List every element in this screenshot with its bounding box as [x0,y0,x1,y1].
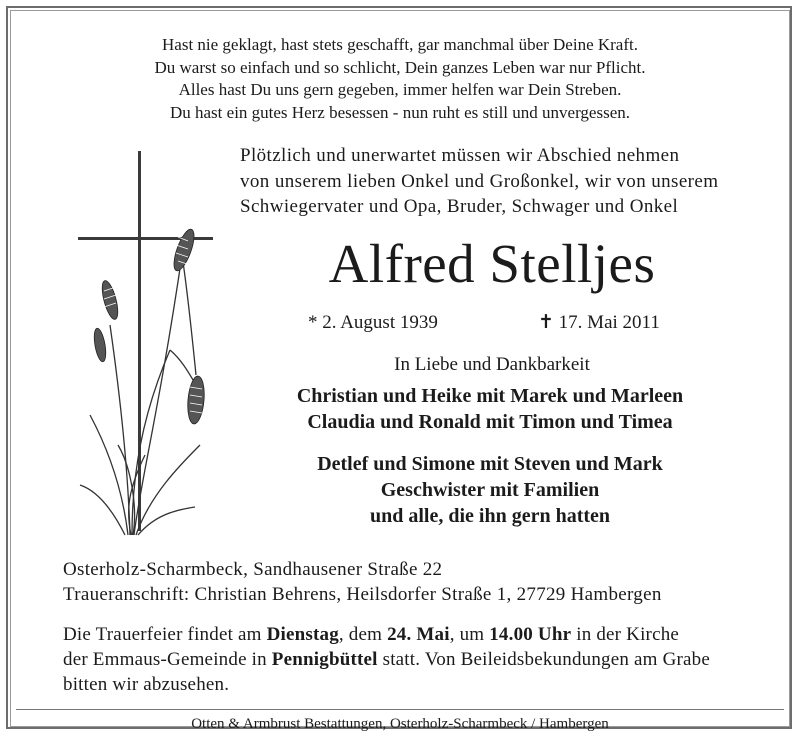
mourners-group-2 [240,451,740,529]
footer-funeral-home: Otten & Armbrust Bestattungen, Osterholz-Scharmbeck / Hambergen [191,716,609,732]
intro-line: Plötzlich und unerwartet müssen wir Abschied nehmen [240,145,680,166]
service-time: 14.00 Uhr [489,624,572,645]
mourner-line: Claudia und Ronald mit Timon und Timea [307,411,673,433]
poem-line: Du warst so einfach und so schlicht, Dein ganzes Leben war nur Pflicht. [154,57,646,77]
footer-divider [16,709,784,710]
place-address: Osterholz-Scharmbeck, Sandhausener Straße 22 [63,559,443,580]
service-text: bitten wir abzusehen. [63,674,230,695]
service-text: , um [449,624,490,645]
service-text: , dem [338,624,388,645]
poem-line: Du hast ein gutes Herz besessen - nun ruht es still und unvergessen. [169,102,630,122]
birth-date: * 2. August 1939 [308,312,438,333]
mourner-line: Geschwister mit Familien [380,479,600,501]
service-text: in der Kirche [571,624,680,645]
wheat-ear-icon [92,227,206,425]
service-place: Pennigbüttel [271,649,378,670]
mourner-line: und alle, die ihn gern hatten [369,505,611,527]
mourner-line: Christian und Heike mit Marek und Marleen [296,385,684,407]
mourner-line: Detlef und Simone mit Steven und Mark [317,453,663,475]
deceased-name: Alfred Stelljes [328,233,656,294]
service-day: Dienstag [266,624,339,645]
poem [0,34,800,124]
funeral-service-notice [63,622,758,697]
cross-and-wheat-illustration [70,145,220,540]
death-date: ✝ 17. Mai 2011 [538,312,660,333]
service-date: 24. Mai [387,624,450,645]
mourning-address: Traueranschrift: Christian Behrens, Heilsdorfer Straße 1, 27729 Hambergen [63,584,662,605]
poem-line: Hast nie geklagt, hast stets geschafft, gar manchmal über Deine Kraft. [162,35,638,54]
intro-line: Schwiegervater und Opa, Bruder, Schwager und Onkel [240,196,679,217]
intro-line: von unserem lieben Onkel und Großonkel, wir von unserem [240,170,719,192]
mourners-group-1 [240,383,740,435]
service-text: Die Trauerfeier findet am [63,624,267,645]
announcement-text [240,143,760,220]
mourners-intro: In Liebe und Dankbarkeit [394,354,590,375]
service-text: statt. Von Beileidsbekundungen am Grabe [377,649,711,670]
address-block [63,557,763,607]
service-text: der Emmaus-Gemeinde in [63,649,272,670]
poem-line: Alles hast Du uns gern gegeben, immer helfen war Dein Streben. [178,80,622,99]
